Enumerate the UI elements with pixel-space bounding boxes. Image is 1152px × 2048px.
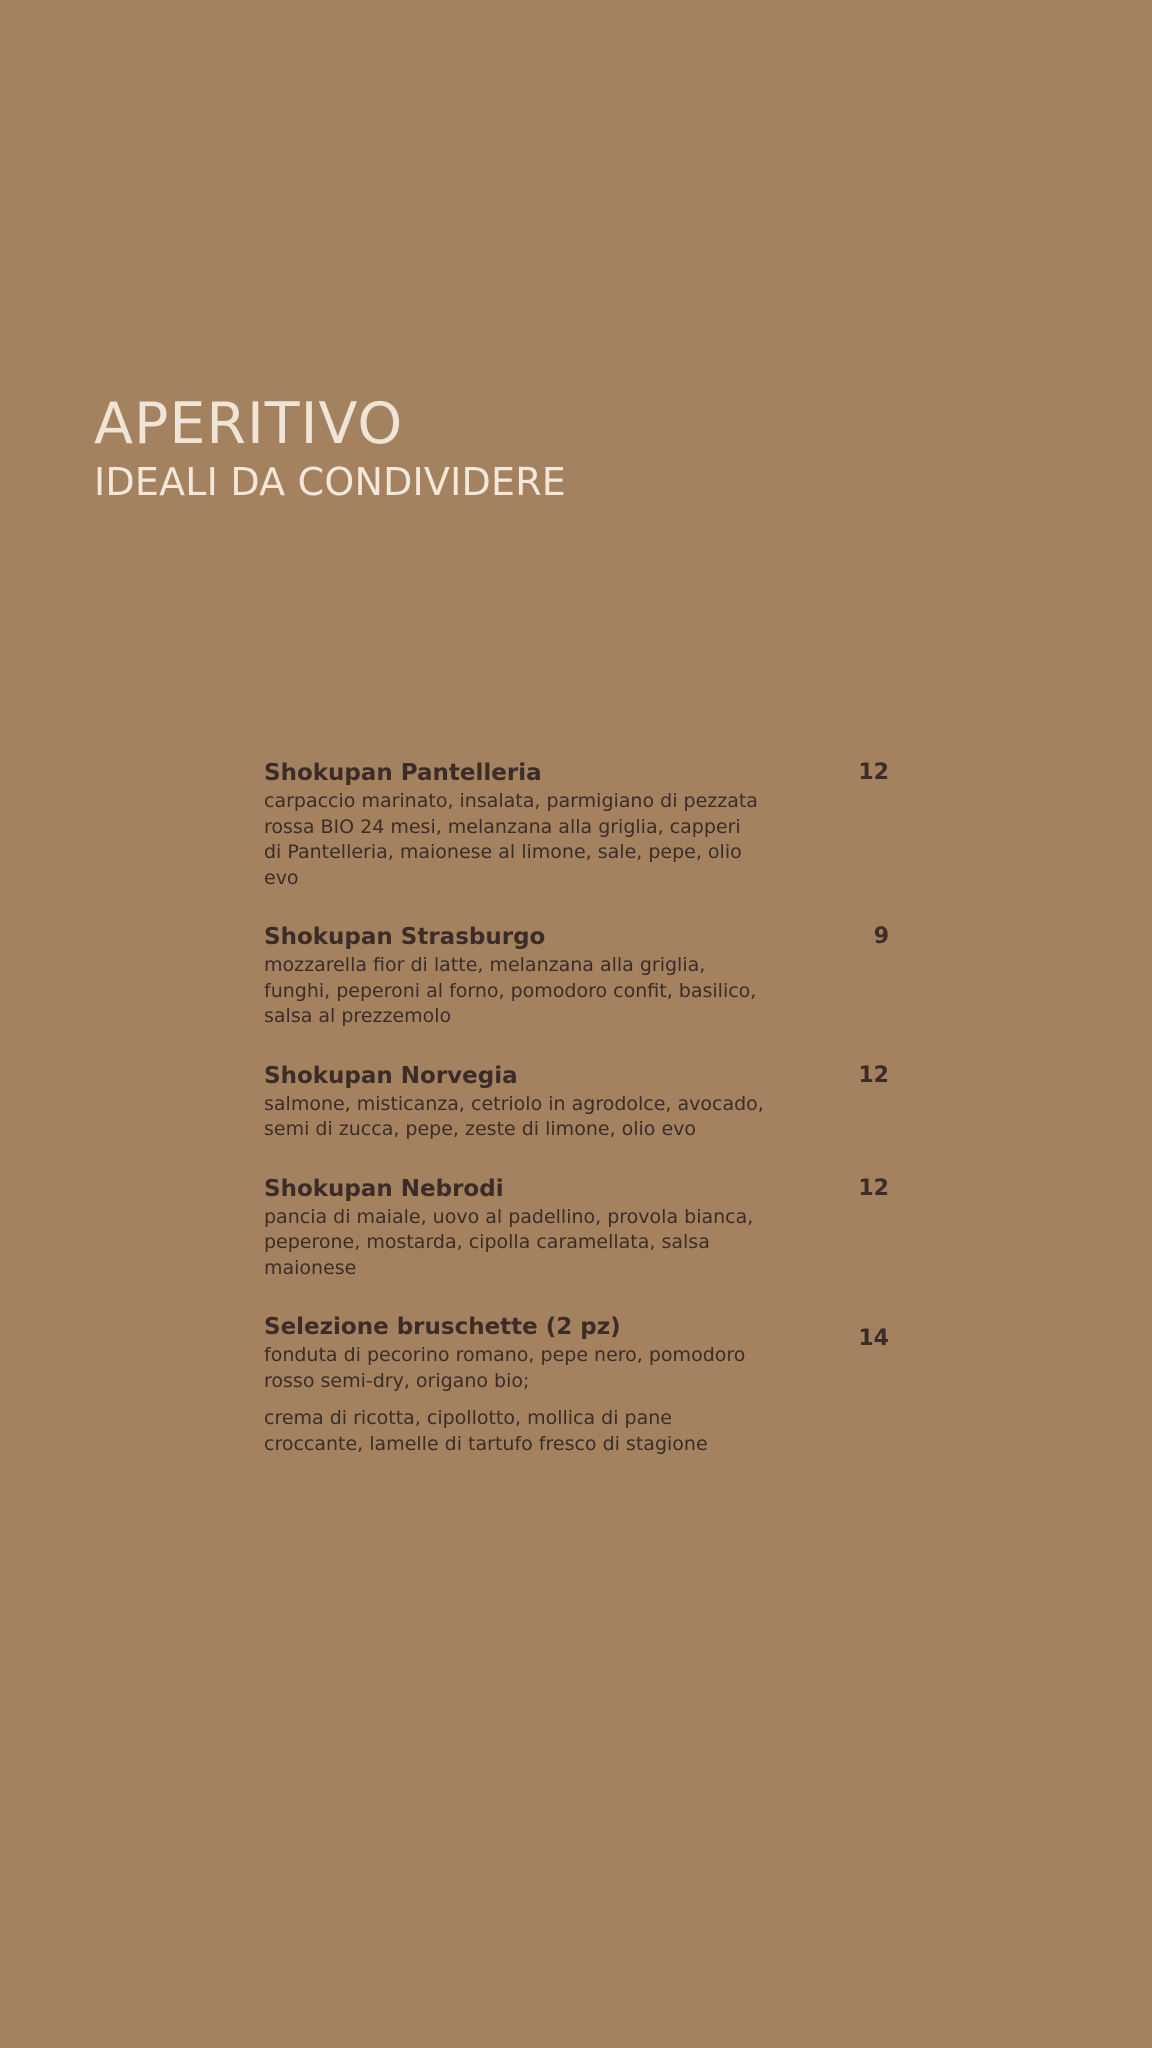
menu-header [94,391,567,504]
menu-item-description: carpaccio marinato, insalata, parmigiano di pezzata rossa BIO 24 mesi, melanzana alla griglia, capperi di Pantelleria, maionese al limone, sale, pepe, olio evo [264,790,758,889]
menu-item-nebrodi [264,1173,889,1282]
menu-item-price: 12 [858,760,889,785]
menu-item-name: Shokupan Norvegia [264,1062,518,1089]
menu-item-price: 9 [873,924,889,949]
menu-item-norvegia [264,1060,889,1143]
menu-item-pantelleria [264,757,889,891]
menu-item-name: Selezione bruschette (2 pz) [264,1314,621,1340]
menu-list [264,757,889,1487]
menu-item-price: 12 [858,1062,889,1088]
menu-item-price: 14 [858,1326,889,1351]
menu-item-description: salmone, misticanza, cetriolo in agrodolce, avocado, semi di zucca, pepe, zeste di limone, olio evo [264,1092,764,1140]
menu-item-name: Shokupan Strasburgo [264,924,546,950]
menu-item-description: pancia di maiale, uovo al padellino, provola bianca, peperone, mostarda, cipolla caramellata, salsa maionese [264,1205,754,1279]
page-subtitle: IDEALI DA CONDIVIDERE [94,460,567,504]
menu-item-name: Shokupan Pantelleria [264,760,542,786]
menu-item-description: crema di ricotta, cipollotto, mollica di pane croccante, lamelle di tartufo fresco di stagione [264,1407,708,1455]
menu-item-description: mozzarella fior di latte, melanzana alla griglia, funghi, peperoni al forno, pomodoro confit, basilico, salsa al prezzemolo [264,954,757,1027]
menu-item-bruschette [264,1311,889,1457]
page-title: APERITIVO [94,391,404,457]
menu-item-strasburgo [264,921,889,1030]
menu-item-description: fonduta di pecorino romano, pepe nero, pomodoro rosso semi-dry, origano bio; [264,1344,746,1392]
menu-item-name: Shokupan Nebrodi [264,1175,504,1202]
menu-item-price: 12 [858,1175,889,1201]
